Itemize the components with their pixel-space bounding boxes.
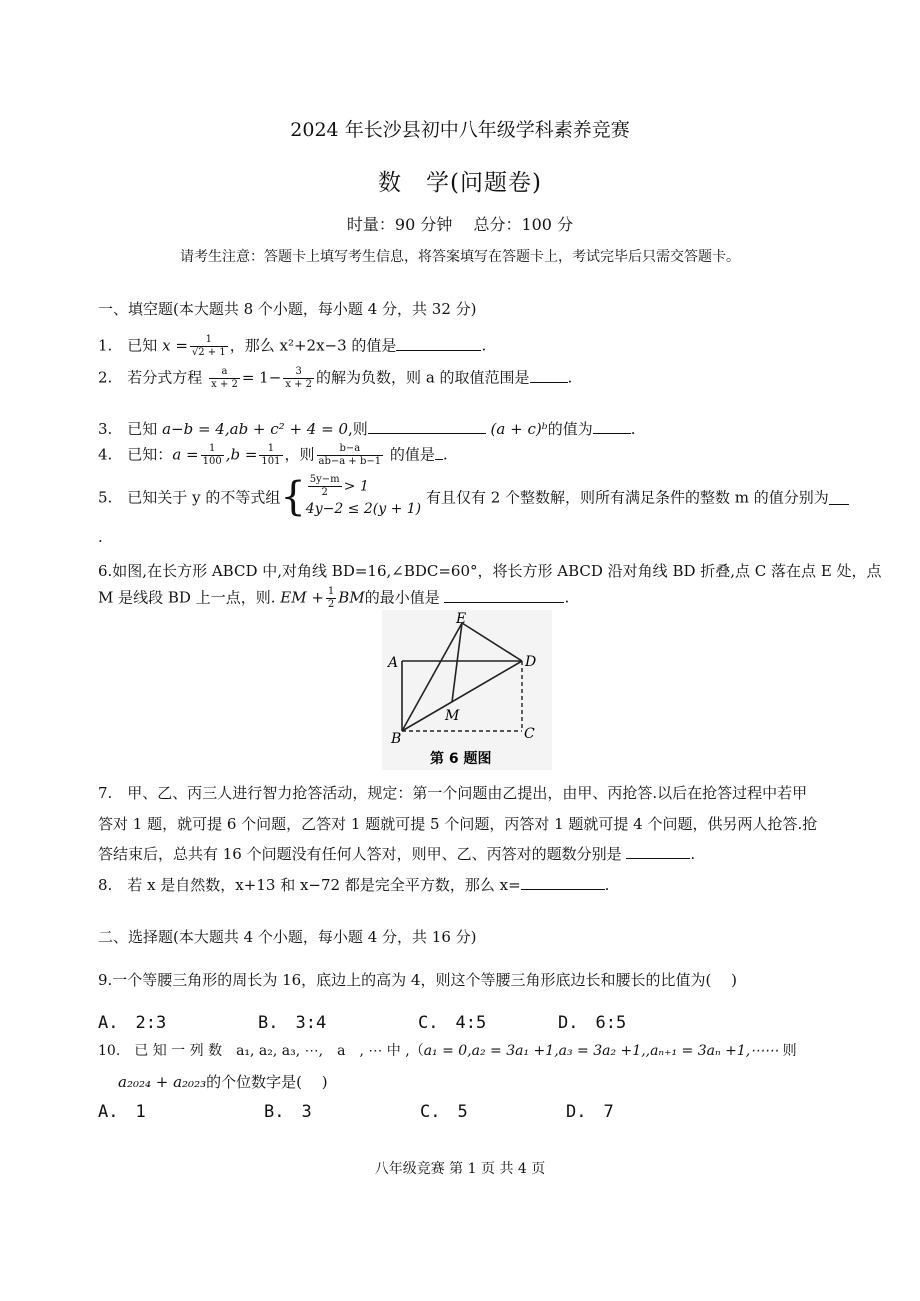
- q5-ineq1-num: 5y−m: [309, 474, 340, 485]
- q6-figure: [382, 610, 552, 770]
- time-info: 时量：90 分钟 总分：100 分: [346, 215, 574, 234]
- label-b: B: [391, 731, 402, 747]
- q2-suffix: 的解为负数，则 a 的取值范围是: [316, 368, 530, 387]
- label-e: E: [456, 611, 467, 627]
- q10-line1-suffix: 则: [778, 1043, 797, 1059]
- q10-line2-suffix: 的个位数字是( ): [206, 1073, 328, 1091]
- exam-subtitle: 数 学(问题卷): [378, 170, 542, 196]
- q4-fraction-a: [201, 443, 224, 468]
- q6-line2-prefix: M 是线段 BD 上一点，则.: [98, 588, 276, 607]
- q9-option-b[interactable]: B. 3:4: [258, 1013, 327, 1033]
- q1-end: .: [481, 336, 487, 355]
- q2-fraction-1: [209, 366, 240, 391]
- q8-text: 8. 若 x 是自然数，x+13 和 x−72 都是完全平方数，那么 x=: [98, 876, 521, 894]
- notice: 请考生注意：答题卡上填写考生信息，将答案填写在答题卡上，考试完毕后只需交答题卡。: [180, 249, 740, 265]
- q6-frac-den: 2: [327, 599, 335, 610]
- q4-end: .: [442, 445, 448, 464]
- q8-end: .: [604, 876, 610, 894]
- q7-line3-text: 答结束后，总共有 16 个问题没有任何人答对，则甲、乙、丙答对的题数分别是: [98, 845, 622, 863]
- q10-line-2: [118, 1071, 328, 1092]
- q6-answer-blank[interactable]: [444, 588, 564, 603]
- q2-num2: 3: [283, 366, 314, 379]
- q2-den1: x + 2: [211, 379, 238, 390]
- q2-answer-blank[interactable]: [530, 368, 568, 383]
- q4-answer-blank[interactable]: [435, 445, 443, 460]
- q4-prefix: 4. 已知：: [98, 445, 173, 464]
- question-9: 9.一个等腰三角形的周长为 16，底边上的高为 4，则这个等腰三角形底边长和腰长的比值为( ): [98, 971, 737, 989]
- q4-den2: 101: [261, 456, 281, 467]
- label-a: A: [388, 655, 399, 671]
- section2-heading: 二、选择题(本大题共 4 个小题，每小题 4 分，共 16 分): [98, 928, 477, 946]
- q2-num1: a: [209, 366, 240, 379]
- q10-option-b[interactable]: B. 3: [264, 1102, 312, 1122]
- question-5: [98, 474, 849, 520]
- q7-line-1: 7. 甲、乙、丙三人进行智力抢答活动，规定：第一个问题由乙提出，由甲、丙抢答.以后在抢答过程中若甲: [98, 784, 808, 802]
- q10-option-c[interactable]: C. 5: [420, 1102, 468, 1122]
- q1-prefix: 1. 已知: [98, 336, 163, 355]
- q4-b-var: ,b =: [225, 445, 258, 464]
- q1-var: x =: [162, 336, 188, 355]
- q10-line2-math: a₂₀₂₄ + a₂₀₂₃: [118, 1073, 207, 1091]
- section1-heading: 一、填空题(本大题共 8 个小题，每小题 4 分，共 32 分): [98, 300, 477, 318]
- label-m: M: [445, 708, 460, 724]
- q9-option-d[interactable]: D. 6:5: [558, 1013, 627, 1033]
- q5-ineq2: 4y−2 ≤ 2(y + 1): [305, 501, 422, 517]
- q1-num: 1: [190, 334, 228, 347]
- figure-caption: 第 6 题图: [430, 751, 492, 767]
- q5-ineq1-den: 2: [321, 487, 328, 498]
- question-3: [98, 418, 636, 439]
- q1-answer-blank[interactable]: [396, 336, 481, 351]
- q3-answer-blank-2[interactable]: [593, 419, 631, 434]
- q5-suffix: 有且仅有 2 个整数解，则所有满足条件的整数 m 的值分别为: [425, 488, 829, 507]
- q10-option-d[interactable]: D. 7: [566, 1102, 614, 1122]
- q4-den3: ab−a + b−1: [318, 456, 382, 467]
- q2-den2: x + 2: [285, 379, 313, 390]
- q3-mid: ,则: [347, 420, 368, 438]
- q4-mid: ，则: [284, 445, 315, 464]
- q3-math: a−b = 4,ab + c² + 4 = 0: [162, 420, 348, 438]
- q10-line-1: [98, 1040, 797, 1060]
- q6-expr-b: BM: [338, 588, 365, 607]
- q10-line1-math: a₁ = 0,a₂ = 3a₁ +1,a₃ = 3a₂ +1,,aₙ₊₁ = 3aₙ +1,⋯⋯: [423, 1043, 779, 1059]
- q6-frac-num: 1: [327, 586, 335, 597]
- q2-end: .: [567, 368, 573, 387]
- q4-num3: b−a: [317, 443, 384, 456]
- q5-prefix: 5. 已知关于 y 的不等式组: [98, 488, 281, 507]
- q2-prefix: 2. 若分式方程: [98, 368, 208, 387]
- q6-line-2: [98, 586, 569, 611]
- q7-line-2: 答对 1 题，就可提 6 个问题，乙答对 1 题就可提 5 个问题，丙答对 1 题就可提 4 个问题，供另两人抢答.抢: [98, 815, 818, 833]
- q6-line2-suffix: 的最小值是: [364, 588, 440, 607]
- q5-end: .: [98, 528, 103, 546]
- q5-ineq1-rest: > 1: [343, 478, 369, 495]
- q3-suffix: 的值为: [547, 420, 593, 438]
- q3-answer-blank-1[interactable]: [368, 419, 486, 434]
- q4-num1: 1: [201, 443, 224, 456]
- question-8: [98, 874, 609, 895]
- q4-fraction-c: [317, 443, 384, 468]
- q1-fraction: [190, 334, 228, 359]
- q7-line-3: [98, 843, 695, 864]
- q7-end: .: [690, 845, 696, 863]
- q4-a-var: a =: [172, 445, 199, 464]
- page-footer: 八年级竞赛 第 1 页 共 4 页: [374, 1161, 546, 1177]
- q5-inequality-system: [306, 474, 421, 520]
- q4-fraction-b: [259, 443, 282, 468]
- q5-answer-blank[interactable]: [829, 490, 849, 505]
- label-c: C: [524, 726, 535, 742]
- q6-end: .: [564, 588, 570, 607]
- q5-brace: {: [280, 474, 306, 520]
- q3-expr: (a + c)ᵇ: [490, 420, 548, 438]
- figure-background: [382, 610, 552, 770]
- q8-answer-blank[interactable]: [521, 875, 605, 890]
- q3-end: .: [630, 420, 636, 438]
- q6-line-1: 6.如图,在长方形 ABCD 中,对角线 BD=16,∠BDC=60°，将长方形 ABCD 沿对角线 BD 折叠,点 C 落在点 E 处，点: [98, 562, 882, 580]
- q3-prefix: 3. 已知: [98, 420, 163, 438]
- q2-fraction-2: [283, 366, 314, 391]
- q6-expr-a: EM +: [280, 588, 324, 607]
- q10-option-a[interactable]: A. 1: [98, 1102, 146, 1122]
- label-d: D: [525, 654, 537, 670]
- q4-num2: 1: [259, 443, 282, 456]
- q7-answer-blank[interactable]: [626, 844, 690, 859]
- q9-option-c[interactable]: C. 4:5: [418, 1013, 487, 1033]
- question-2: [98, 366, 572, 391]
- q4-suffix: 的值是: [389, 445, 435, 464]
- q5-ineq1-fraction: [308, 474, 342, 499]
- question-1: [98, 334, 486, 359]
- q4-den1: 100: [202, 456, 222, 467]
- q1-den: √2 + 1: [191, 347, 226, 358]
- q1-suffix: ，那么 x²+2x−3 的值是: [229, 336, 397, 355]
- q9-option-a[interactable]: A. 2:3: [98, 1013, 167, 1033]
- q10-line1-prefix: 10. 已 知 一 列 数 a₁, a₂, a₃, ⋯, a , ⋯ 中 ,（: [98, 1043, 424, 1059]
- question-4: [98, 443, 448, 468]
- q6-fraction: [326, 586, 336, 611]
- exam-title: 2024 年长沙县初中八年级学科素养竞赛: [290, 119, 630, 141]
- q2-mid: = 1−: [241, 368, 282, 387]
